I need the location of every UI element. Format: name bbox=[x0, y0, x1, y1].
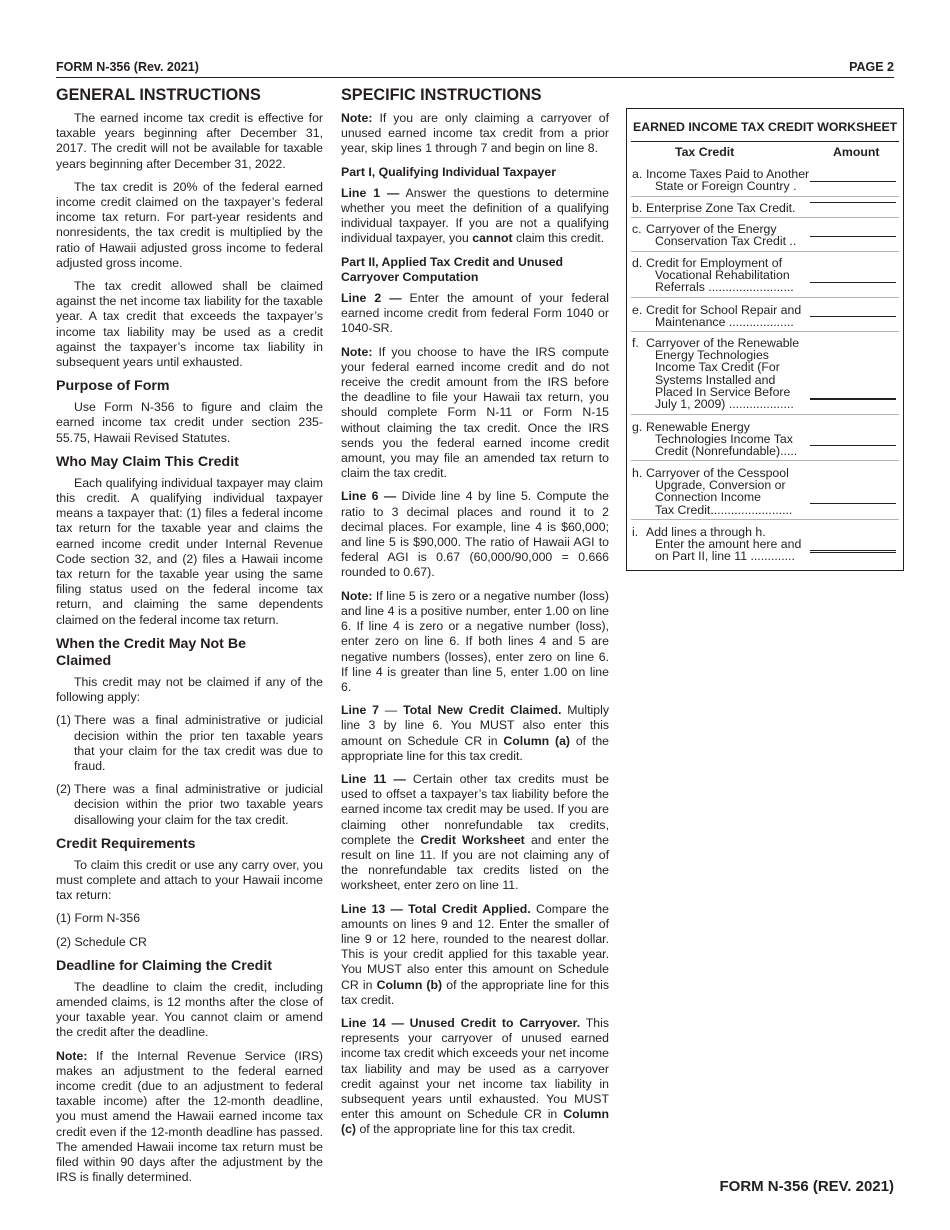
general-instructions-title: GENERAL INSTRUCTIONS bbox=[56, 86, 261, 104]
amount-field-b[interactable] bbox=[810, 202, 896, 203]
line-text: Enter the amount of your federal earned income credit from federal Form 1040 or 1040-SR. bbox=[341, 291, 610, 336]
general-instructions-column bbox=[56, 86, 323, 1193]
tax-credit-column-header: Tax Credit bbox=[675, 145, 735, 159]
item-letter: a. bbox=[632, 167, 643, 181]
note-label: Note: bbox=[341, 344, 373, 359]
line-text: claim this credit. bbox=[512, 231, 605, 246]
form-id-header: FORM N-356 (Rev. 2021) bbox=[56, 60, 199, 74]
line-text: of the appropriate line for this tax credit. bbox=[341, 977, 609, 1007]
page-number: PAGE 2 bbox=[849, 60, 894, 74]
note-text: If the Internal Revenue Service (IRS) makes an adjustment to the federal earned income credit (due to an adjustment to federal taxable income) after the 12-month deadline, you must amend the Hawaii earned income tax credit even if the 12-month deadline has passed. The amended Hawaii income tax return must be filed within 90 days after the adjustment by the IRS is finally determined. bbox=[56, 1048, 323, 1185]
list-item-text: There was a final administrative or judicial decision within the prior ten taxable years that your claim for the tax credit was due to fraud. bbox=[74, 713, 323, 773]
worksheet-item-d bbox=[632, 257, 812, 294]
item-letter: d. bbox=[632, 256, 643, 270]
list-item-number: (1) bbox=[56, 713, 72, 728]
worksheet-item-b bbox=[632, 202, 812, 214]
line-dash: — bbox=[379, 703, 404, 718]
line-label: Line 11 — bbox=[341, 771, 406, 786]
worksheet-item-h bbox=[632, 467, 812, 516]
purpose-title: Purpose of Form bbox=[56, 378, 170, 395]
general-paragraph-3: The tax credit allowed shall be claimed against the net income tax liability for the taxable year. A tax credit that exceeds the taxpayer’s income tax liability may be used as a credit against the taxpayer’s income tax liability in subsequent years until exhausted. bbox=[56, 279, 323, 370]
item-text: Referrals ......................... bbox=[655, 280, 794, 295]
item-text: Energy Technologies bbox=[655, 348, 769, 363]
line-7-instruction bbox=[341, 703, 609, 764]
line-label: Line 2 — bbox=[341, 291, 402, 306]
row-separator bbox=[631, 217, 899, 218]
note-label: Note: bbox=[341, 588, 373, 603]
list-item bbox=[56, 782, 323, 828]
item-text: Technologies Income Tax bbox=[655, 432, 793, 447]
row-separator bbox=[631, 251, 899, 252]
note-label: Note: bbox=[56, 1048, 88, 1063]
column-ref: Column (b) bbox=[376, 977, 443, 992]
amount-field-d[interactable] bbox=[810, 282, 896, 283]
item-text: State or Foreign Country . bbox=[655, 179, 797, 194]
item-text: Carryover of the Energy bbox=[646, 222, 777, 236]
line-6-instruction bbox=[341, 489, 609, 580]
amount-field-f[interactable] bbox=[810, 398, 896, 400]
line-14-instruction bbox=[341, 1016, 609, 1138]
amount-field-h[interactable] bbox=[810, 503, 896, 504]
line-label: Line 6 — bbox=[341, 489, 397, 504]
credit-requirements-title: Credit Requirements bbox=[56, 835, 196, 852]
worksheet-title: EARNED INCOME TAX CREDIT WORKSHEET bbox=[633, 120, 898, 134]
row-separator bbox=[631, 414, 899, 415]
line-text: Certain other tax credits must be used to offset a taxpayer’s tax liability before the earned income tax credit may be used. If you are claiming other nonrefundable tax credits, complete the bbox=[341, 771, 609, 847]
note-text: If you are only claiming a carryover of unused earned income tax credit from a prior year, skip lines 1 through 7 and begin on line 8. bbox=[341, 111, 609, 156]
who-may-claim-title: Who May Claim This Credit bbox=[56, 453, 239, 470]
column-ref: Column (a) bbox=[503, 733, 571, 748]
list-item-text: There was a final administrative or judicial decision within the prior two taxable years disallowing your claim for the tax credit. bbox=[74, 782, 323, 827]
item-text: Income Tax Credit (For bbox=[655, 360, 780, 375]
worksheet-item-i bbox=[632, 526, 812, 563]
requirement-item-1: (1) Form N-356 bbox=[56, 911, 141, 926]
worksheet-item-a bbox=[632, 168, 812, 192]
item-letter: i. bbox=[632, 525, 639, 539]
item-text: Carryover of the Cesspool bbox=[646, 466, 789, 480]
item-text: Credit (Nonrefundable)..... bbox=[655, 444, 798, 459]
specific-instructions-column bbox=[341, 86, 609, 1146]
specific-instructions-title: SPECIFIC INSTRUCTIONS bbox=[341, 86, 542, 104]
line-text: and enter the result on line 11. If you are not claiming any of the nonrefundable tax credits listed on the worksheet, enter zero on line 11. bbox=[341, 832, 609, 893]
irs-adjustment-note bbox=[56, 1049, 323, 1186]
item-text: on Part II, line 11 ............. bbox=[655, 549, 795, 564]
worksheet-item-f bbox=[632, 337, 812, 410]
page-header bbox=[56, 59, 894, 78]
item-text: Connection Income bbox=[655, 490, 761, 505]
line-2-instruction bbox=[341, 291, 609, 337]
row-separator bbox=[631, 196, 899, 197]
item-letter: h. bbox=[632, 466, 643, 480]
general-paragraph-1: The earned income tax credit is effective for taxable years beginning after December 31, 2017. The credit will not be available for taxable years beginning after December 31, 2022. bbox=[56, 111, 323, 171]
amount-field-total[interactable] bbox=[810, 550, 896, 553]
line-label: Line 7 bbox=[341, 703, 380, 718]
amount-column-header: Amount bbox=[833, 145, 880, 159]
line-text: Multiply line 3 by line 6. You MUST also enter this amount on Schedule CR in bbox=[341, 703, 609, 748]
note-text: If you choose to have the IRS compute your federal earned income credit and do not receive the credit amount from the IRS before the deadline to file your Hawaii tax return, you should complete Form N-11 or Form N-15 without claiming the tax credit. Once the IRS sends you the federal earned income credit amount, you may file an amended tax return to claim the tax credit. bbox=[341, 344, 609, 481]
item-text: Placed In Service Before bbox=[655, 384, 791, 399]
part-2-title: Part II, Applied Tax Credit and Unused Carryover Computation bbox=[341, 254, 564, 284]
item-text: Vocational Rehabilitation bbox=[655, 268, 790, 283]
emphasis: Credit Worksheet bbox=[420, 832, 525, 847]
line-label: Line 14 — Unused Credit to Carryover. bbox=[341, 1015, 581, 1030]
line-label: Line 1 — bbox=[341, 185, 400, 200]
general-paragraph-2: The tax credit is 20% of the federal earned income credit claimed on the taxpayer’s federal income tax return. For part-year residents and nonresidents, the tax credit is multiplied by the ratio of Hawaii adjusted gross income to federal adjusted gross income. bbox=[56, 179, 323, 270]
line-13-instruction bbox=[341, 902, 609, 1008]
line-text: This represents your carryover of unused earned income tax credit which exceeds your net income tax liability and may be used as a carryover credit against your net income tax liability in subsequent years until exhausted. You MUST enter this amount on Schedule CR in bbox=[341, 1015, 609, 1122]
list-item-number: (2) bbox=[56, 782, 72, 797]
when-not-claimed-title: When the Credit May Not Be Claimed bbox=[56, 635, 246, 669]
purpose-paragraph: Use Form N-356 to figure and claim the earned income tax credit under section 235-55.75, Hawaii Revised Statutes. bbox=[56, 400, 323, 445]
line-text: Answer the questions to determine whether you meet the definition of a qualifying individual taxpayer. If you are not a qualifying individual taxpayer, you bbox=[341, 185, 609, 246]
row-separator bbox=[631, 460, 899, 461]
item-letter: c. bbox=[632, 222, 642, 236]
item-text: Add lines a through h. bbox=[646, 525, 766, 539]
amount-field-a[interactable] bbox=[810, 181, 896, 182]
carryover-note bbox=[341, 111, 609, 157]
item-text: Systems Installed and bbox=[655, 372, 776, 387]
row-separator bbox=[631, 519, 899, 520]
who-may-claim-paragraph: Each qualifying individual taxpayer may claim this credit. A qualifying individual taxpayer means a taxpayer that: (1) files a federal income tax return for the taxable year and claims the earned income credit under Internal Revenue Code section 32, and (2) files a Hawaii income tax return for the taxable year using the same filing status used on the federal income tax return, and claiming the same dependents claimed on the federal income tax return. bbox=[56, 475, 323, 627]
item-text: Credit for Employment of bbox=[646, 256, 782, 270]
deadline-paragraph: The deadline to claim the credit, including amended claims, is 12 months after the close of your taxable year. You cannot claim or amend the credit after the deadline. bbox=[56, 979, 323, 1040]
line-label: Line 13 — Total Credit Applied. bbox=[341, 901, 531, 916]
item-text: Carryover of the Renewable bbox=[646, 336, 800, 350]
amount-field-e[interactable] bbox=[810, 316, 896, 317]
item-text: July 1, 2009) ................... bbox=[655, 397, 794, 412]
amount-field-c[interactable] bbox=[810, 236, 896, 237]
column-ref: Column (c) bbox=[341, 1107, 609, 1137]
line-text: Compare the amounts on lines 9 and 12. Enter the smaller of line 9 or 12 here, rounded to the nearest dollar. This is your credit applied for this taxable year. You MUST also enter this amount on Schedule CR in bbox=[341, 901, 609, 992]
requirement-item-2: (2) Schedule CR bbox=[56, 934, 147, 949]
item-text: Tax Credit........................ bbox=[655, 502, 793, 517]
note-label: Note: bbox=[341, 111, 373, 125]
item-letter: f. bbox=[632, 336, 639, 350]
line-11-instruction bbox=[341, 772, 609, 894]
item-text: Maintenance ................... bbox=[655, 315, 794, 330]
amount-field-g[interactable] bbox=[810, 445, 896, 446]
worksheet-item-g bbox=[632, 421, 812, 458]
worksheet-header-rule bbox=[631, 141, 899, 142]
row-separator bbox=[631, 297, 899, 298]
irs-compute-note bbox=[341, 345, 609, 482]
line-text: of the appropriate line for this tax credit. bbox=[341, 733, 609, 763]
worksheet-item-c bbox=[632, 223, 812, 247]
deadline-title: Deadline for Claiming the Credit bbox=[56, 957, 272, 974]
line-1-instruction bbox=[341, 186, 609, 247]
emphasis: Total New Credit Claimed. bbox=[403, 703, 562, 718]
ratio-note bbox=[341, 589, 609, 695]
item-letter: e. bbox=[632, 303, 643, 317]
emphasis: cannot bbox=[472, 231, 513, 246]
list-item bbox=[56, 713, 323, 774]
item-text: Credit for School Repair and bbox=[646, 303, 802, 317]
when-not-claimed-paragraph: This credit may not be claimed if any of the following apply: bbox=[56, 674, 323, 705]
item-text: Conservation Tax Credit .. bbox=[655, 234, 797, 249]
line-text: of the appropriate line for this tax credit. bbox=[356, 1122, 576, 1137]
form-id-footer: FORM N-356 (REV. 2021) bbox=[719, 1178, 894, 1195]
credit-requirements-paragraph: To claim this credit or use any carry over, you must complete and attach to your Hawaii income tax return: bbox=[56, 857, 323, 903]
item-letter: b. bbox=[632, 201, 643, 215]
line-text: Divide line 4 by line 5. Compute the ratio to 3 decimal places and round it to 2 decimal places. For example, line 4 is $60,000; and line 5 is $90,000. The ratio of Hawaii AGI to federal AGI is 0.67 (60,000/90,000 = 0.666 rounded to 0.67). bbox=[341, 489, 610, 580]
credit-worksheet bbox=[626, 108, 904, 571]
item-text: Upgrade, Conversion or bbox=[655, 478, 786, 493]
worksheet-item-e bbox=[632, 304, 812, 328]
row-separator bbox=[631, 331, 899, 332]
item-text: Enter the amount here and bbox=[655, 537, 802, 552]
item-letter: g. bbox=[632, 420, 643, 434]
item-text: Enterprise Zone Tax Credit. bbox=[646, 201, 796, 215]
item-text: Renewable Energy bbox=[646, 420, 750, 434]
note-text: If line 5 is zero or a negative number (loss) and line 4 is a positive number, enter 1.00 on line 6. If line 4 is zero or a negative number (loss), enter zero on line 6. If both lines 4 and 5 are negative numbers (losses), enter zero on line 6. If line 4 is greater than line 5, enter 1.00 on line 6. bbox=[341, 588, 609, 694]
item-text: Income Taxes Paid to Another bbox=[646, 167, 810, 181]
part-1-title: Part I, Qualifying Individual Taxpayer bbox=[341, 164, 557, 179]
